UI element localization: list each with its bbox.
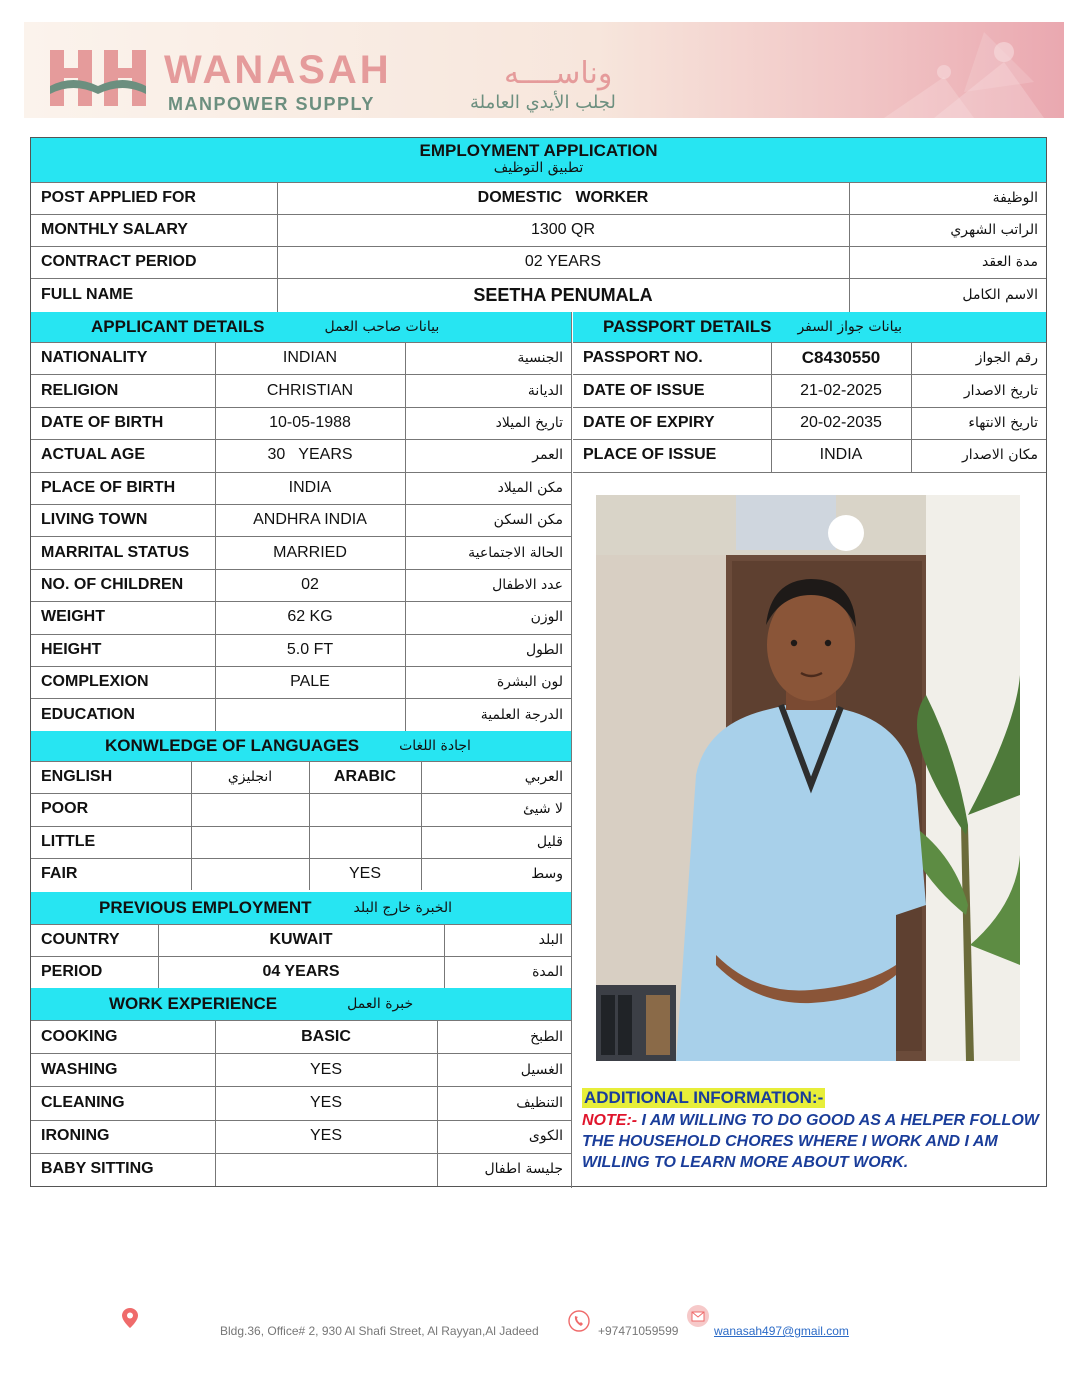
work-experience-value: YES (309, 1093, 342, 1111)
applicant-field-label: HEIGHT (41, 640, 102, 658)
applicant-field-arabic: الوزن (530, 609, 563, 626)
language-english-arabic: انجليزي (227, 769, 273, 786)
applicant-field-label: COMPLEXION (41, 673, 149, 691)
languages-header (105, 731, 471, 761)
applicant-field-label: RELIGION (41, 381, 119, 399)
contract-period-label: CONTRACT PERIOD (41, 253, 197, 270)
applicant-field-arabic: لون البشرة (496, 674, 563, 691)
form-title-arabic: تطبيق التوظيف (493, 160, 584, 176)
applicant-field-arabic: الديانة (527, 382, 563, 399)
applicant-field-label: DATE OF BIRTH (41, 413, 164, 431)
applicant-field-label: ACTUAL AGE (41, 446, 145, 464)
footer-phone: +97471059599 (598, 1324, 679, 1338)
language-level-label: POOR (41, 800, 89, 818)
monthly-salary-label: MONTHLY SALARY (41, 221, 188, 238)
passport-field-label: PLACE OF ISSUE (583, 446, 717, 464)
previous-employment-title: PREVIOUS EMPLOYMENT (99, 898, 312, 917)
applicant-field-value: PALE (290, 673, 330, 691)
work-experience-value: BASIC (301, 1027, 351, 1045)
language-level-arabic: لا شيئ (522, 801, 563, 818)
previous-employment-header (99, 892, 452, 924)
applicant-field-arabic: الطول (525, 641, 563, 658)
applicant-field-value: 02 (301, 575, 319, 593)
work-experience-value: YES (309, 1127, 342, 1145)
languages-title-arabic: اجادة اللغات (399, 738, 471, 754)
applicant-field-arabic: مكن الميلاد (497, 479, 563, 496)
brand-name: WANASAH (164, 48, 392, 92)
footer-address: Bldg.36, Office# 2, 930 Al Shafi Street, Al Rayyan,Al Jadeed (220, 1324, 539, 1338)
applicant-field-arabic: العمر (532, 447, 563, 464)
phone-icon (568, 1310, 590, 1332)
work-experience-header (109, 988, 413, 1020)
applicant-field-arabic: مكن السكن (493, 512, 563, 529)
applicant-field-arabic: الدرجة العلمية (480, 706, 563, 723)
applicant-details-title: APPLICANT DETAILS (91, 317, 265, 336)
language-level-label: FAIR (41, 865, 78, 883)
work-experience-arabic: التنظيف (516, 1094, 563, 1111)
language-level-arabic: قليل (536, 833, 563, 850)
full-name-label: FULL NAME (41, 286, 134, 303)
work-experience-arabic: الكوى (528, 1128, 563, 1145)
brand-subtitle: MANPOWER SUPPLY (168, 94, 375, 114)
work-experience-label: BABY SITTING (41, 1160, 154, 1178)
applicant-details-title-arabic: بيانات صاحب العمل (324, 319, 440, 335)
applicant-photo-illustration (596, 495, 1020, 1061)
applicant-details-header (91, 312, 439, 342)
decorative-figures-graphic (704, 22, 1064, 118)
location-pin-icon (122, 1308, 138, 1328)
work-experience-arabic: الغسيل (520, 1061, 563, 1078)
applicant-field-label: LIVING TOWN (41, 511, 148, 529)
language-arabic-level (309, 826, 421, 858)
applicant-field-value: INDIA (288, 478, 332, 496)
additional-information-title: ADDITIONAL INFORMATION:- (584, 1088, 824, 1107)
applicant-field-label: NATIONALITY (41, 349, 148, 367)
form-title: EMPLOYMENT APPLICATION (419, 141, 658, 160)
passport-field-arabic: رقم الجواز (975, 350, 1038, 367)
work-experience-title-arabic: خبرة العمل (347, 996, 414, 1012)
applicant-field-value: ANDHRA INDIA (253, 511, 367, 529)
footer-email[interactable]: wanasah497@gmail.com (714, 1324, 849, 1338)
applicant-field-value (215, 698, 405, 730)
work-experience-value (215, 1153, 437, 1186)
applicant-field-label: MARRITAL STATUS (41, 543, 190, 561)
passport-field-arabic: تاريخ الانتهاء (968, 414, 1038, 431)
applicant-field-value: 30 YEARS (267, 446, 353, 464)
footer (0, 1300, 1080, 1360)
grid-line (573, 472, 1046, 473)
wanasah-logo-icon (48, 46, 158, 110)
passport-field-label: DATE OF ISSUE (583, 381, 705, 399)
additional-note (582, 1110, 1042, 1173)
work-experience-arabic: جليسة اطفال (484, 1161, 563, 1178)
passport-field-label: DATE OF EXPIRY (583, 413, 715, 431)
applicant-field-value: INDIAN (282, 349, 338, 367)
previous-employment-label: PERIOD (41, 963, 103, 980)
language-arabic-level: YES (348, 865, 381, 883)
applicant-field-label: EDUCATION (41, 705, 135, 723)
post-applied-arabic: الوظيفة (992, 190, 1038, 206)
applicant-field-arabic: الحالة الاجتماعية (468, 544, 563, 561)
applicant-field-value: MARRIED (273, 543, 347, 561)
applicant-field-label: PLACE OF BIRTH (41, 478, 176, 496)
contract-period-value: 02 YEARS (524, 253, 602, 270)
applicant-field-arabic: عدد الاطفال (492, 576, 563, 593)
work-experience-value: YES (309, 1060, 342, 1078)
language-english-level (191, 826, 309, 858)
applicant-photo (596, 495, 1020, 1061)
full-name-value: SEETHA PENUMALA (473, 284, 653, 305)
work-experience-title: WORK EXPERIENCE (109, 994, 278, 1013)
previous-employment-title-arabic: الخبرة خارج البلد (353, 900, 452, 916)
monthly-salary-arabic: الراتب الشهري (950, 222, 1038, 238)
language-english-label: ENGLISH (41, 768, 113, 786)
previous-employment-arabic: البلد (538, 932, 563, 948)
language-english-level (191, 858, 309, 890)
header-banner (24, 22, 1064, 118)
contract-period-arabic: مدة العقد (982, 254, 1038, 270)
language-level-label: LITTLE (41, 832, 96, 850)
monthly-salary-value: 1300 QR (530, 221, 596, 238)
applicant-field-value: 10-05-1988 (269, 413, 351, 431)
previous-employment-value: KUWAIT (269, 931, 333, 948)
passport-field-label: PASSPORT NO. (583, 349, 703, 367)
applicant-field-value: CHRISTIAN (266, 381, 354, 399)
previous-employment-label: COUNTRY (41, 931, 120, 948)
passport-field-value: INDIA (819, 446, 863, 464)
title-band (31, 138, 1046, 182)
passport-details-title-arabic: بيانات جواز السفر (797, 319, 903, 335)
language-arabic-arabic: العربي (524, 769, 563, 786)
language-arabic-label: ARABIC (333, 768, 397, 786)
note-text: I AM WILLING TO DO GOOD AS A HELPER FOLLOW THE HOUSEHOLD CHORES WHERE I WORK AND I AM WILLING TO LEARN MORE ABOUT WORK. (582, 1112, 1039, 1171)
applicant-field-value: 5.0 FT (286, 640, 334, 658)
applicant-field-label: NO. OF CHILDREN (41, 575, 184, 593)
brand-arabic-subtitle: لجلب الأيدي العاملة (470, 92, 616, 113)
note-prefix: NOTE:- (582, 1112, 638, 1129)
language-arabic-level (309, 793, 421, 825)
previous-employment-arabic: المدة (532, 964, 563, 980)
work-experience-label: WASHING (41, 1060, 118, 1078)
previous-employment-value: 04 YEARS (262, 963, 340, 980)
work-experience-arabic: الطبخ (530, 1028, 563, 1045)
passport-field-arabic: تاريخ الاصدار (963, 382, 1038, 399)
languages-title: KONWLEDGE OF LANGUAGES (105, 736, 360, 755)
passport-details-title: PASSPORT DETAILS (603, 317, 772, 336)
applicant-field-arabic: تاريخ الميلاد (495, 414, 563, 431)
passport-field-value: 21-02-2025 (800, 381, 882, 399)
applicant-field-arabic: الجنسية (517, 350, 563, 367)
passport-field-value: C8430550 (801, 348, 881, 368)
email-icon (686, 1304, 710, 1328)
work-experience-label: CLEANING (41, 1093, 125, 1111)
applicant-field-label: WEIGHT (41, 608, 105, 626)
passport-field-arabic: مكان الاصدار (962, 447, 1038, 464)
passport-field-value: 20-02-2035 (800, 413, 882, 431)
post-applied-value: DOMESTIC WORKER (477, 189, 649, 206)
applicant-field-value: 62 KG (287, 608, 333, 626)
full-name-arabic: الاسم الكامل (962, 287, 1038, 303)
work-experience-label: COOKING (41, 1027, 118, 1045)
language-level-arabic: وسط (531, 866, 563, 883)
brand-arabic-name: وناســــه (504, 56, 613, 91)
post-applied-label: POST APPLIED FOR (41, 189, 196, 206)
passport-details-header (603, 312, 902, 342)
language-english-level (191, 793, 309, 825)
work-experience-label: IRONING (41, 1127, 110, 1145)
